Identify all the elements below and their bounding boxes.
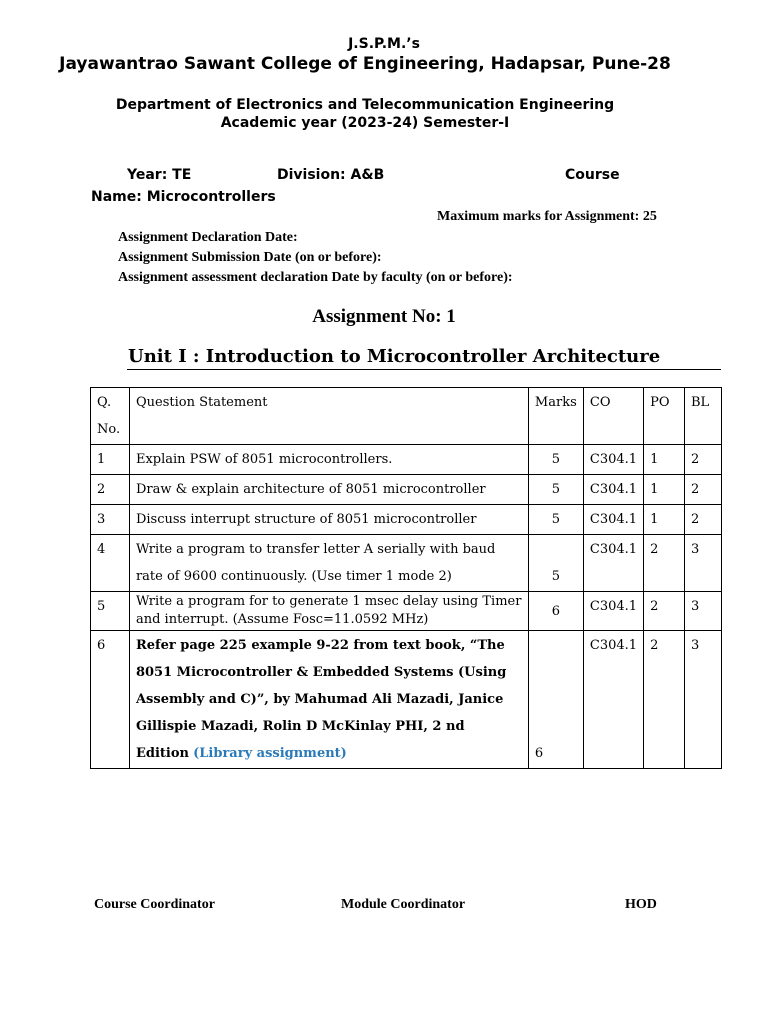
cell-po: 1: [644, 445, 685, 475]
cell-co: C304.1: [583, 631, 643, 769]
header-po: PO: [644, 388, 685, 445]
table-row: [91, 631, 722, 769]
cell-bl: 2: [685, 475, 722, 505]
cell-co: C304.1: [583, 505, 643, 535]
max-marks: Maximum marks for Assignment: 25: [437, 209, 657, 224]
cell-qno: 3: [91, 505, 130, 535]
header-bl: BL: [685, 388, 722, 445]
table-row: [91, 445, 722, 475]
college-name: Jayawantrao Sawant College of Engineering, Hadapsar, Pune-28: [59, 54, 671, 74]
cell-qno: 4: [91, 535, 130, 592]
cell-marks: 5: [528, 535, 583, 592]
cell-po: 2: [644, 592, 685, 631]
course-coordinator-signature: Course Coordinator: [94, 897, 215, 912]
year-label: Year: TE: [127, 167, 192, 183]
header-qno: Q. No.: [91, 388, 130, 445]
cell-marks: 6: [528, 592, 583, 631]
cell-marks: 5: [528, 475, 583, 505]
table-row: [91, 535, 722, 592]
cell-po: 1: [644, 475, 685, 505]
org-name: J.S.P.M.’s: [348, 36, 420, 52]
header-co: CO: [583, 388, 643, 445]
cell-marks: 5: [528, 505, 583, 535]
hod-signature: HOD: [625, 897, 657, 912]
table-row: [91, 592, 722, 631]
cell-question: Write a program for to generate 1 msec delay using Timer and interrupt. (Assume Fosc=11.0592 MHz): [129, 592, 528, 631]
table-row: [91, 505, 722, 535]
question-text: Refer page 225 example 9-22 from text book, “The 8051 Microcontroller & Embedded Systems (Using Assembly and C)”, by Mahumad Ali Mazadi, Janice Gillispie Mazadi, Rolin D McKinlay PHI, 2 nd Edition: [135, 638, 507, 761]
cell-question: Write a program to transfer letter A serially with baud rate of 9600 continuously. (Use timer 1 mode 2): [129, 535, 528, 592]
cell-question: Draw & explain architecture of 8051 microcontroller: [129, 475, 528, 505]
cell-bl: 2: [685, 445, 722, 475]
cell-bl: 3: [685, 592, 722, 631]
cell-marks: 5: [528, 445, 583, 475]
cell-co: C304.1: [583, 445, 643, 475]
assessment-date: Assignment assessment declaration Date by faculty (on or before):: [118, 270, 513, 285]
course-label: Course: [565, 167, 620, 183]
division-label: Division: A&B: [277, 167, 385, 183]
cell-qno: 6: [91, 631, 130, 769]
cell-bl: 3: [685, 535, 722, 592]
cell-question: Explain PSW of 8051 microcontrollers.: [129, 445, 528, 475]
cell-qno: 5: [91, 592, 130, 631]
table-header-row: [91, 388, 722, 445]
submission-date: Assignment Submission Date (on or before):: [118, 250, 382, 265]
cell-qno: 1: [91, 445, 130, 475]
unit-title: Unit I : Introduction to Microcontroller Architecture: [128, 346, 661, 367]
cell-co: C304.1: [583, 592, 643, 631]
cell-co: C304.1: [583, 475, 643, 505]
cell-question: Discuss interrupt structure of 8051 microcontroller: [129, 505, 528, 535]
cell-po: 2: [644, 631, 685, 769]
library-assignment-note: (Library assignment): [193, 746, 347, 761]
unit-underline: [127, 369, 721, 370]
header-marks: Marks: [528, 388, 583, 445]
question-table: [90, 387, 722, 769]
cell-bl: 3: [685, 631, 722, 769]
cell-po: 2: [644, 535, 685, 592]
cell-bl: 2: [685, 505, 722, 535]
course-name: Name: Microcontrollers: [91, 189, 276, 205]
header-question: Question Statement: [129, 388, 528, 445]
table-row: [91, 475, 722, 505]
assignment-number: Assignment No: 1: [312, 306, 456, 327]
module-coordinator-signature: Module Coordinator: [341, 897, 466, 912]
cell-question: [129, 631, 528, 769]
cell-po: 1: [644, 505, 685, 535]
declaration-date: Assignment Declaration Date:: [118, 230, 298, 245]
department-name: Department of Electronics and Telecommunication Engineering: [115, 97, 615, 113]
cell-marks: 6: [528, 631, 583, 769]
cell-qno: 2: [91, 475, 130, 505]
academic-year: Academic year (2023-24) Semester-I: [220, 115, 510, 131]
cell-co: C304.1: [583, 535, 643, 592]
